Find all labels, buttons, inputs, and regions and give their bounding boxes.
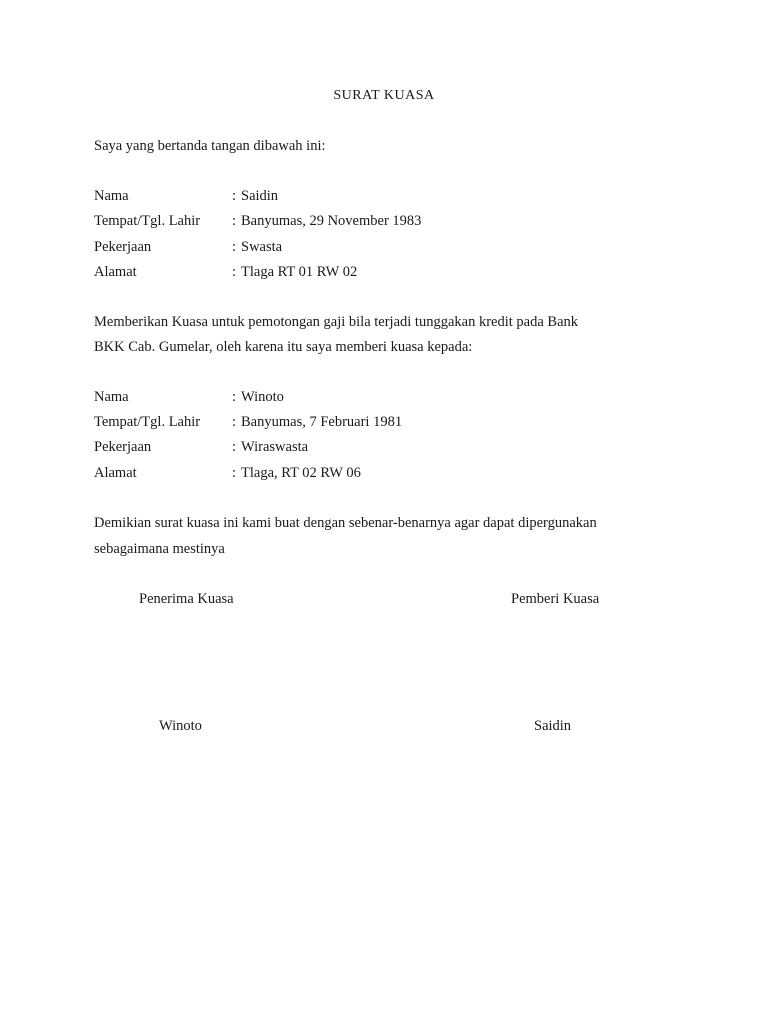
field-label: Tempat/Tgl. Lahir bbox=[94, 213, 201, 229]
intro-text: Saya yang bertanda tangan dibawah ini: bbox=[94, 138, 326, 154]
field-separator: : bbox=[232, 264, 237, 280]
field-separator: : bbox=[232, 439, 237, 455]
field-label: Tempat/Tgl. Lahir bbox=[94, 414, 201, 430]
grantee-row-birth bbox=[94, 414, 694, 434]
grantor-role: Pemberi Kuasa bbox=[511, 591, 600, 607]
field-value: Wiraswasta bbox=[241, 439, 309, 455]
field-separator: : bbox=[232, 414, 237, 430]
field-value: Banyumas, 7 Februari 1981 bbox=[241, 414, 403, 430]
field-label: Nama bbox=[94, 188, 129, 204]
field-value: Swasta bbox=[241, 239, 283, 255]
field-separator: : bbox=[232, 213, 237, 229]
field-separator: : bbox=[232, 465, 237, 481]
field-label: Alamat bbox=[94, 465, 137, 481]
grantor-name: Saidin bbox=[534, 718, 572, 734]
field-separator: : bbox=[232, 239, 237, 255]
statement-line-2: BKK Cab. Gumelar, oleh karena itu saya memberi kuasa kepada: bbox=[94, 339, 473, 355]
field-separator: : bbox=[232, 188, 237, 204]
recipient-role: Penerima Kuasa bbox=[139, 591, 234, 607]
statement-line-1: Memberikan Kuasa untuk pemotongan gaji bila terjadi tunggakan kredit pada Bank bbox=[94, 314, 579, 330]
field-value: Banyumas, 29 November 1983 bbox=[241, 213, 422, 229]
field-value: Winoto bbox=[241, 389, 284, 405]
field-value: Tlaga RT 01 RW 02 bbox=[241, 264, 358, 280]
field-value: Saidin bbox=[241, 188, 279, 204]
document-title: SURAT KUASA bbox=[333, 88, 435, 103]
closing-line-1: Demikian surat kuasa ini kami buat dengan sebenar-benarnya agar dapat dipergunakan bbox=[94, 515, 597, 531]
recipient-name: Winoto bbox=[159, 718, 202, 734]
grantor-row-name bbox=[94, 188, 694, 208]
grantor-row-address bbox=[94, 264, 694, 284]
grantee-row-occupation bbox=[94, 439, 694, 459]
grantor-row-occupation bbox=[94, 239, 694, 259]
field-label: Alamat bbox=[94, 264, 137, 280]
field-label: Pekerjaan bbox=[94, 439, 152, 455]
closing-line-2: sebagaimana mestinya bbox=[94, 541, 225, 557]
grantee-row-address bbox=[94, 465, 694, 485]
field-value: Tlaga, RT 02 RW 06 bbox=[241, 465, 361, 481]
field-label: Nama bbox=[94, 389, 129, 405]
grantee-row-name bbox=[94, 389, 694, 409]
grantor-row-birth bbox=[94, 213, 694, 233]
field-label: Pekerjaan bbox=[94, 239, 152, 255]
field-separator: : bbox=[232, 389, 237, 405]
